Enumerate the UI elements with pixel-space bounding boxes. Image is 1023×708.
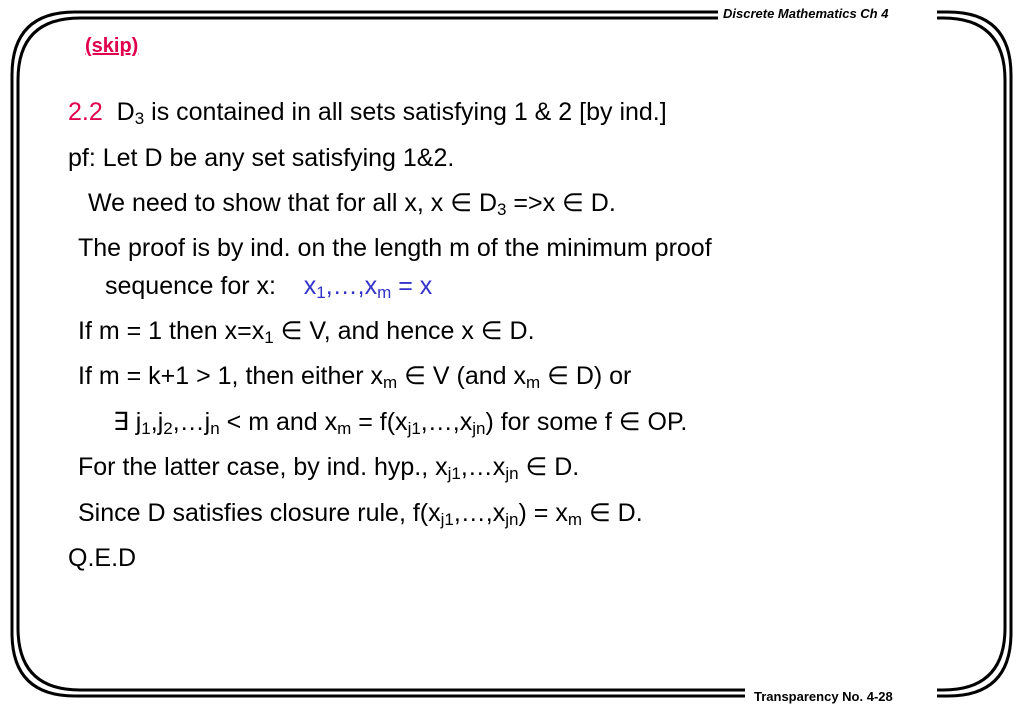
skip-link[interactable]: (skip) (85, 35, 139, 57)
footer-transparency-label: Transparency No. 4-28 (754, 689, 893, 704)
line-2-2: 2.2 $D_3$ is contained in all sets satisfying 1 & 2 [by ind.] (68, 98, 667, 128)
header-title: Discrete Mathematics Ch 4 (723, 6, 889, 21)
line-qed: Q.E.D (68, 544, 137, 572)
line-sequence: sequence for x: $x_1,\dots,x_m = x$ (105, 272, 433, 302)
proof-sequence: $x_1,\dots,x_m = x$ (303, 272, 433, 302)
line-pf: pf: Let D be any set satisfying 1&2. (68, 144, 455, 172)
line-m-equals-1: If m = 1 then $x=x_1$ ∈ V, and hence x ∈ D. (78, 317, 535, 347)
line-proof-by-ind: The proof is by ind. on the length m of the minimum proof (78, 234, 712, 262)
line-closure-rule: Since D satisfies closure rule, $f(x_{j1},\dots,x_{jn}) = x_m$ ∈ D. (78, 499, 643, 529)
line-exists: ∃ $j_1,j_2,\dots j_n < m$ and $x_m$ = $f(x_{j1},\dots,x_{jn})$ for some f ∈ OP. (113, 408, 688, 438)
line-need-to-show: We need to show that for all x, x ∈ $D_3 =>x$ ∈ D. (88, 189, 616, 219)
line-m-equals-k-plus-1: If m = k+1 > 1, then either $x_m$ ∈ V (and $x_m$ ∈ D) or (78, 362, 632, 392)
item-number: 2.2 (68, 98, 103, 126)
line-latter-case: For the latter case, by ind. hyp., $x_{j1},\dots x_{jn}$ ∈ D. (78, 453, 580, 483)
